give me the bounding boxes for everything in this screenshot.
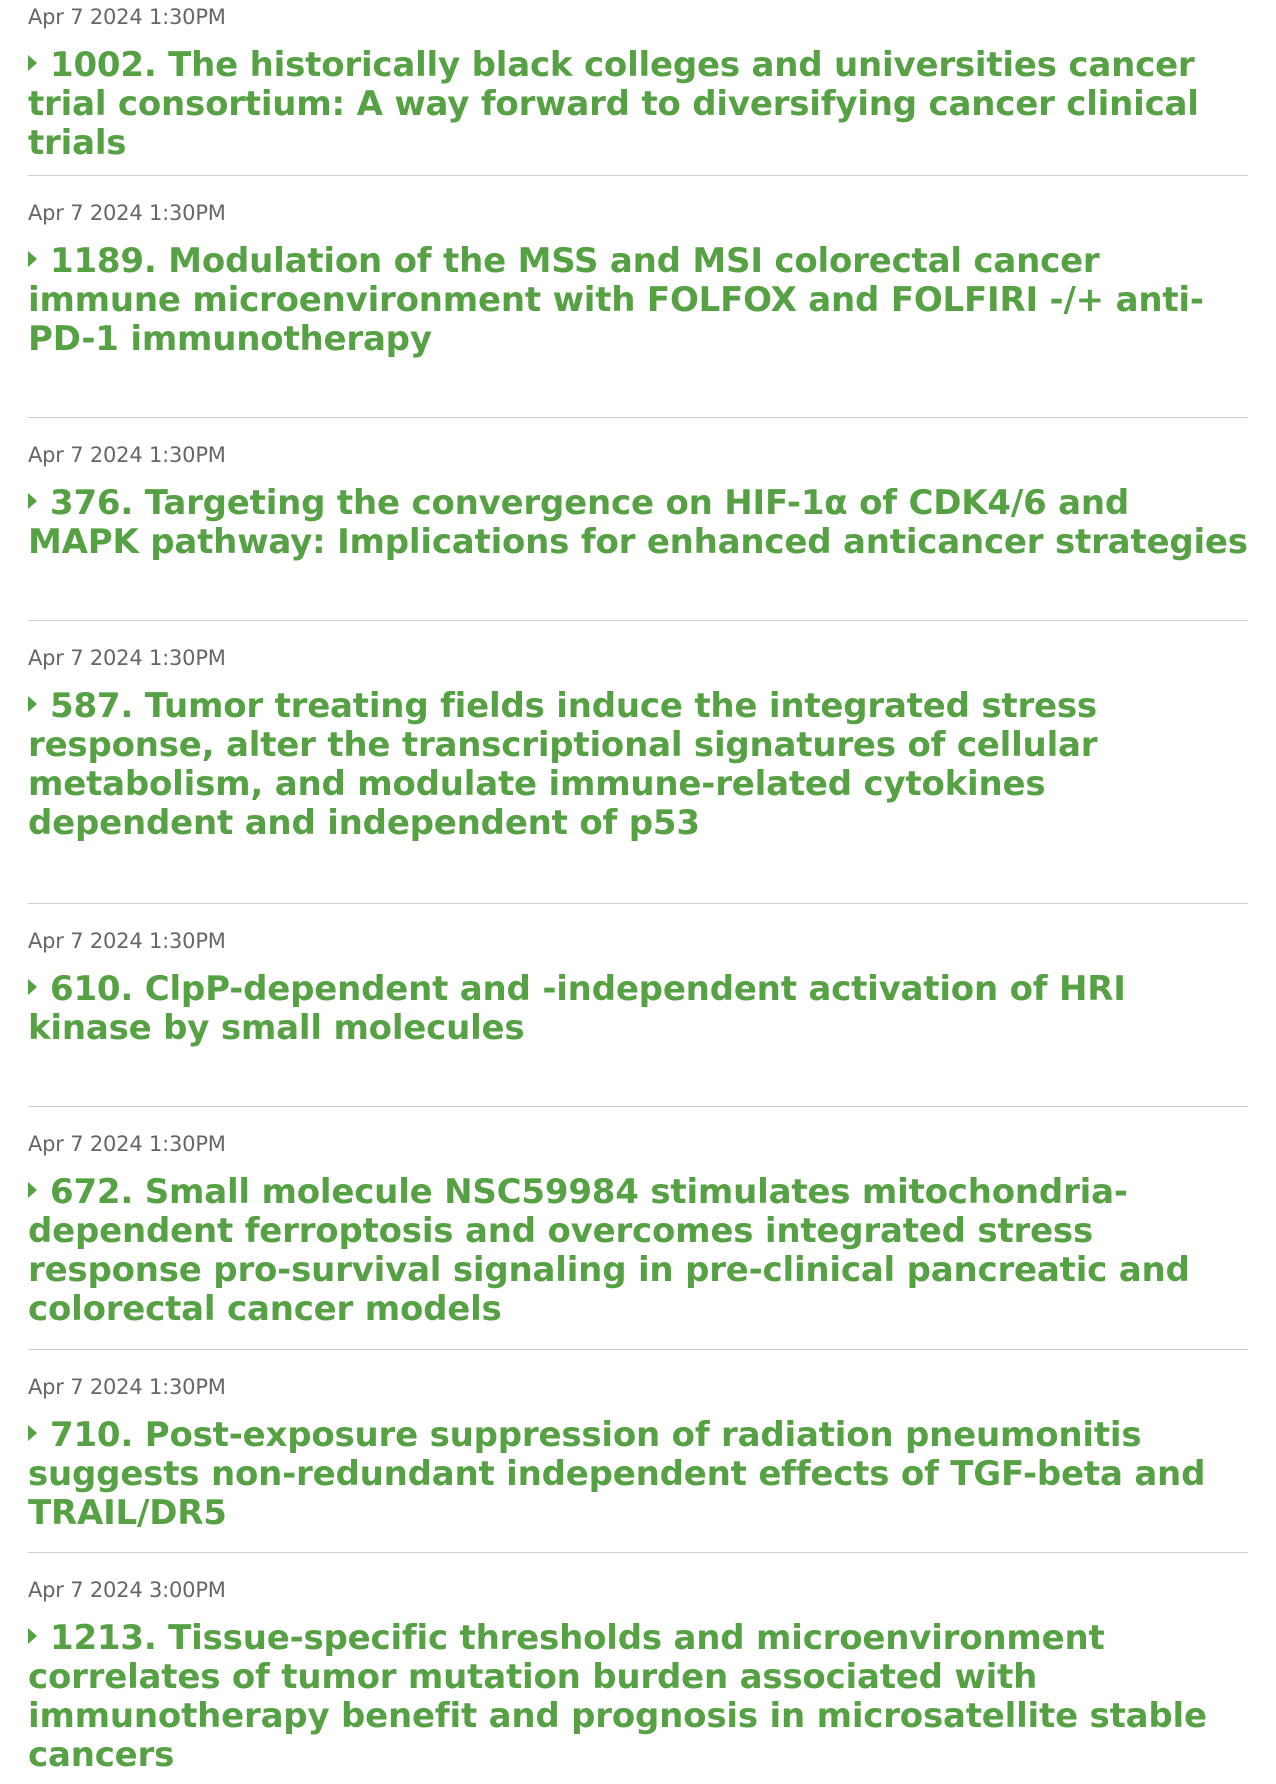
session-item xyxy=(28,904,1248,1107)
session-title: 1189. Modulation of the MSS and MSI colorectal cancer immune microenvironment with FOLFOX and FOLFIRI -/+ anti-PD-1 immunotherapy xyxy=(28,241,1204,359)
caret-right-icon xyxy=(28,493,37,509)
session-item xyxy=(28,1350,1248,1553)
session-title-link[interactable] xyxy=(28,687,1248,843)
caret-right-icon xyxy=(28,1628,37,1644)
session-date: Apr 7 2024 1:30PM xyxy=(28,5,226,29)
session-date: Apr 7 2024 1:30PM xyxy=(28,929,226,953)
session-date: Apr 7 2024 1:30PM xyxy=(28,1375,226,1399)
caret-right-icon xyxy=(28,1425,37,1441)
session-date: Apr 7 2024 1:30PM xyxy=(28,1132,226,1156)
caret-right-icon xyxy=(28,251,37,267)
caret-right-icon xyxy=(28,979,37,995)
session-date: Apr 7 2024 1:30PM xyxy=(28,443,226,467)
session-title: 1213. Tissue-specific thresholds and microenvironment correlates of tumor mutation burden associated with immunotherapy benefit and prognosis in microsatellite stable cancers xyxy=(28,1618,1207,1775)
session-item xyxy=(28,1553,1248,1775)
session-title-link[interactable] xyxy=(28,242,1248,359)
session-item xyxy=(28,176,1248,418)
session-title: 672. Small molecule NSC59984 stimulates mitochondria-dependent ferroptosis and overcomes integrated stress response pro-survival signaling in pre-clinical pancreatic and colorectal cancer models xyxy=(28,1172,1190,1329)
caret-right-icon xyxy=(28,1182,37,1198)
session-title: 1002. The historically black colleges and universities cancer trial consortium: A way forward to diversifying cancer clinical trials xyxy=(28,45,1199,163)
session-title-link[interactable] xyxy=(28,46,1248,163)
session-title-link[interactable] xyxy=(28,1173,1248,1329)
session-title-link[interactable] xyxy=(28,484,1248,562)
session-list xyxy=(28,0,1248,1775)
session-item xyxy=(28,1107,1248,1350)
caret-right-icon xyxy=(28,55,37,71)
session-date: Apr 7 2024 1:30PM xyxy=(28,646,226,670)
session-date: Apr 7 2024 3:00PM xyxy=(28,1578,226,1602)
caret-right-icon xyxy=(28,696,37,712)
session-item xyxy=(28,621,1248,904)
session-title-link[interactable] xyxy=(28,1416,1248,1533)
session-title: 610. ClpP-dependent and -independent activation of HRI kinase by small molecules xyxy=(28,969,1126,1048)
session-item xyxy=(28,0,1248,176)
session-title: 587. Tumor treating fields induce the integrated stress response, alter the transcriptional signatures of cellular metabolism, and modulate immune-related cytokines dependent and independent of p53 xyxy=(28,686,1098,843)
session-title: 710. Post-exposure suppression of radiation pneumonitis suggests non-redundant independent effects of TGF-beta and TRAIL/DR5 xyxy=(28,1415,1206,1533)
session-title-link[interactable] xyxy=(28,1619,1248,1775)
session-title: 376. Targeting the convergence on HIF-1α of CDK4/6 and MAPK pathway: Implications for enhanced anticancer strategies xyxy=(28,483,1248,562)
session-item xyxy=(28,418,1248,621)
session-title-link[interactable] xyxy=(28,970,1248,1048)
session-date: Apr 7 2024 1:30PM xyxy=(28,201,226,225)
